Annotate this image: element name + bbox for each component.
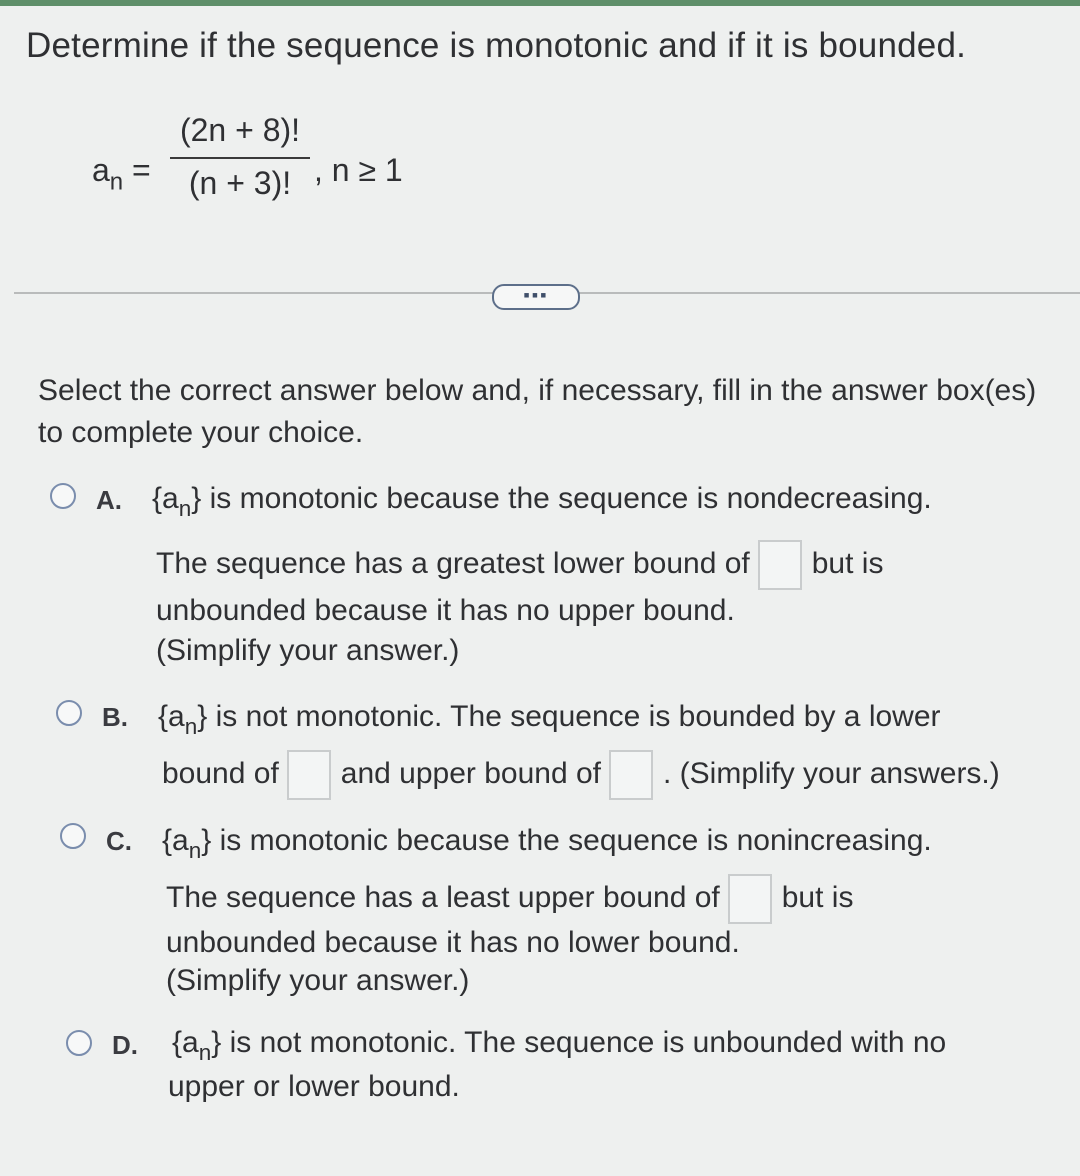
- radio-option-b[interactable]: [56, 700, 82, 726]
- answer-box-a-lower-bound[interactable]: [758, 540, 802, 590]
- formula-denominator: (n + 3)!: [188, 165, 292, 201]
- option-c-line1: $\{a_n\}$ is monotonic because the sequence is nonincreasing.: [162, 824, 932, 863]
- top-bar: [0, 0, 1080, 6]
- formula-lhs: $a_n$ =: [92, 152, 151, 196]
- option-d-letter: D.: [112, 1030, 138, 1060]
- formula-condition: , n ≥ 1: [314, 152, 403, 188]
- formula-fraction: [170, 112, 310, 202]
- formula-numerator: (2n + 8)!: [170, 112, 310, 159]
- answer-box-c-upper-bound[interactable]: [728, 874, 772, 924]
- option-a-line2: The sequence has a greatest lower bound of but is: [156, 540, 883, 590]
- question-text: Determine if the sequence is monotonic and if it is bounded.: [26, 26, 967, 65]
- option-c-line2: The sequence has a least upper bound of but is: [166, 874, 853, 924]
- option-a-letter: A.: [96, 485, 122, 515]
- option-c-letter: C.: [106, 826, 132, 856]
- option-a-line3: unbounded because it has no upper bound.: [156, 594, 735, 627]
- option-a-line4: (Simplify your answer.): [156, 634, 460, 667]
- option-c-line3: unbounded because it has no lower bound.: [166, 926, 740, 959]
- option-c-line4: (Simplify your answer.): [166, 964, 470, 997]
- instructions-text: Select the correct answer below and, if necessary, fill in the answer box(es) to complete your choice.: [38, 374, 1037, 449]
- option-d-line1: $\{a_n\}$ is not monotonic. The sequence is unbounded with no: [172, 1026, 947, 1065]
- option-d-line2: upper or lower bound.: [168, 1070, 460, 1103]
- option-b-letter: B.: [102, 702, 128, 732]
- answer-box-b-lower-bound[interactable]: [287, 750, 331, 800]
- radio-option-d[interactable]: [66, 1030, 92, 1056]
- more-options-button[interactable]: ▪▪▪: [492, 284, 580, 310]
- radio-option-c[interactable]: [60, 823, 86, 849]
- option-b-line1: $\{a_n\}$ is not monotonic. The sequence is bounded by a lower: [158, 700, 941, 739]
- answer-box-b-upper-bound[interactable]: [609, 750, 653, 800]
- option-b-line2: bound of and upper bound of . (Simplify your answers.): [162, 750, 1000, 800]
- option-a-line1: $\{a_n\}$ is monotonic because the sequence is nondecreasing.: [152, 482, 932, 521]
- radio-option-a[interactable]: [50, 483, 76, 509]
